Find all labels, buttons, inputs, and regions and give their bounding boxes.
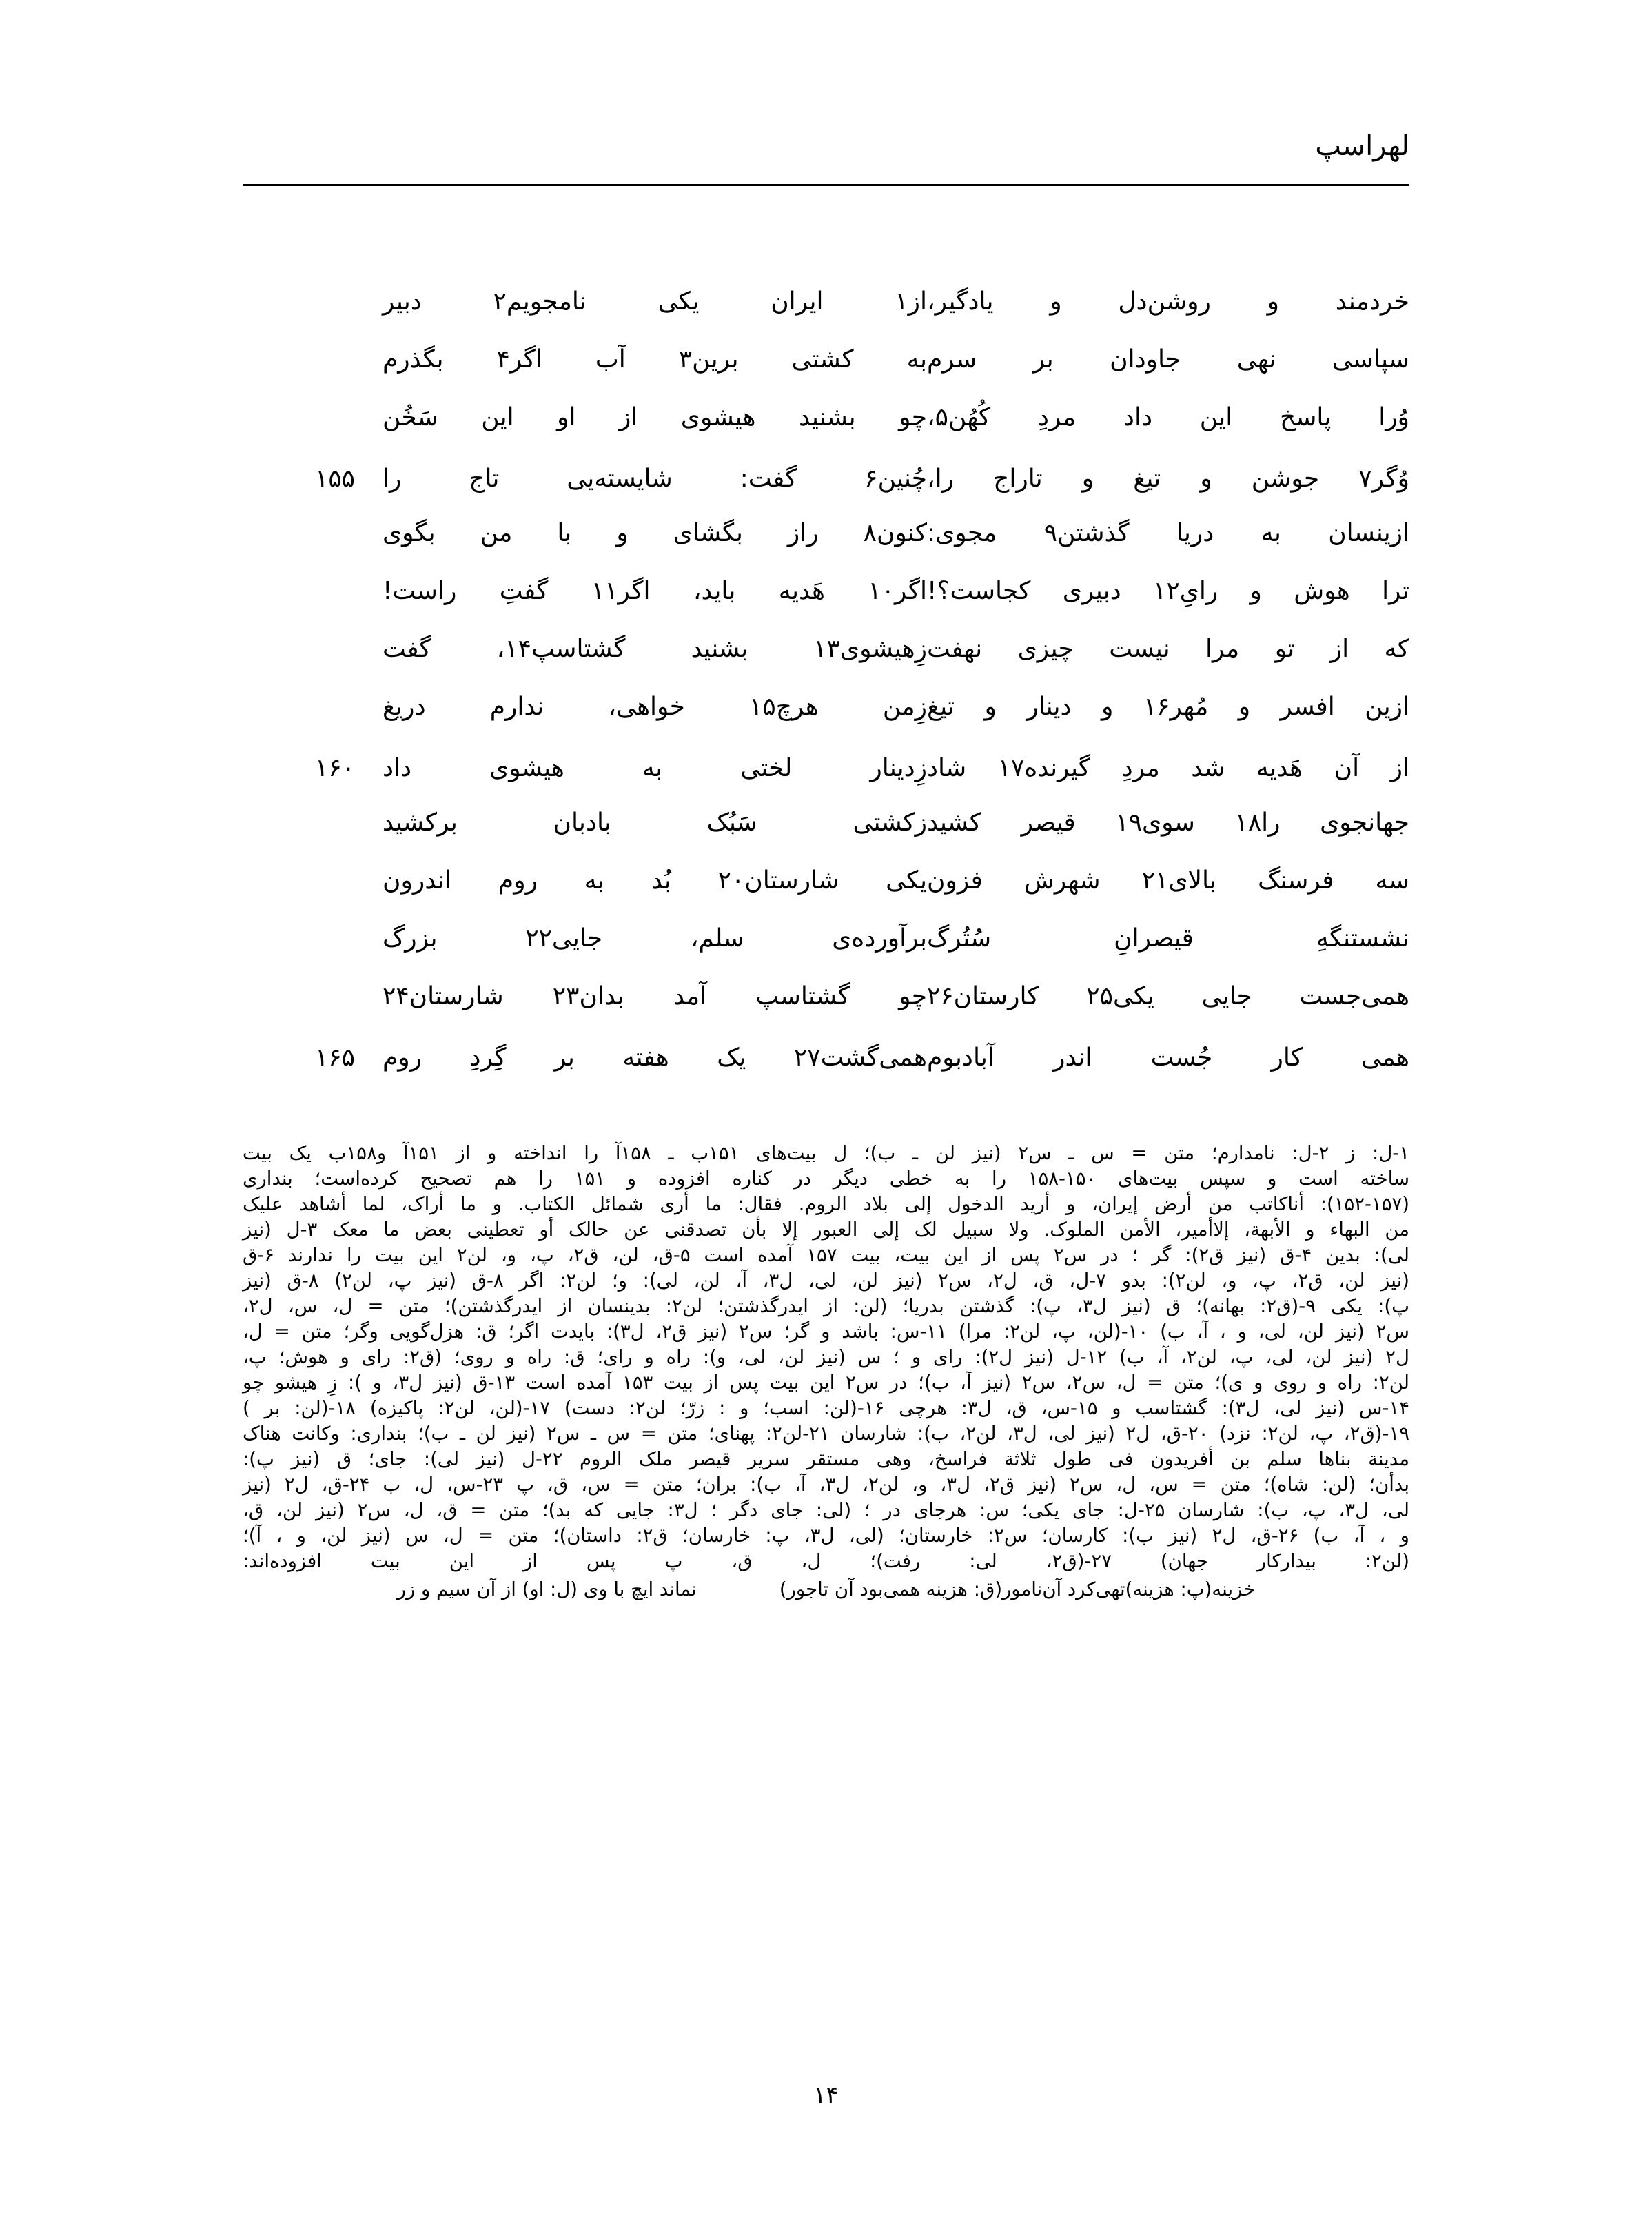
footnote-line: لن۲: راه و روی و ی)؛ متن = ل، س۲، س۲ (نیز آ، ب)؛ در س۲ این بیت پس از بیت ۱۵۳ آمده است ۱۳-ق (نیز ل۳، و ): زِ هیشو چو: [243, 1371, 1410, 1394]
verse-line: [243, 808, 1409, 868]
hemistich-a: یکی شارستان۲۰ بُد به روم اندرون: [383, 866, 927, 895]
hemistich-a: چُنین۶ گفت: شایسته‌یی تاج را: [383, 465, 927, 493]
footnote-line: س۲ (نیز لن، لی، و ، آ، ب) ۱۰-(لن، پ، لن۲: مرا) ۱۱-س: باشد و گر؛ س۲ (نیز ق۲، ل۳): بایدت اگر؛ ق: هزل‌گویی وگر؛ متن = ل،: [243, 1320, 1409, 1343]
footnote-apparatus: [243, 1141, 1409, 1602]
poetry-block: [243, 289, 1409, 1100]
verse-number: ۱۶۵: [314, 1044, 355, 1072]
verse-number: ۱۶۰: [314, 754, 355, 782]
hemistich-b: همی‌جست جایی یکی۲۵ کارستان۲۶: [927, 982, 1409, 1010]
verse-number: [292, 1003, 355, 1004]
verse-number: [292, 308, 355, 309]
verse-line: [243, 289, 1409, 347]
verse-line: [243, 753, 1409, 811]
verse-line: [243, 984, 1409, 1042]
hemistich-a: زِدینار لختی به هیشوی داد: [383, 754, 927, 782]
hemistich-a: چو بشنید هیشوی از او این سَخُن: [383, 403, 927, 431]
hemistich-b: ترا هوش و رایِ۱۲ دبیری کجاست؟!: [927, 577, 1409, 605]
verse-number: [292, 540, 355, 541]
verse-line: [243, 463, 1409, 521]
verse-number: [292, 366, 355, 367]
hemistich-a: کنون۸ راز بگشای و با من بگوی: [383, 519, 927, 547]
hemistich-b: ازین افسر و مُهر۱۶ و دینار و تیغ: [927, 693, 1409, 721]
running-head: [243, 131, 1409, 193]
verse-line: [243, 347, 1409, 405]
hemistich-b: خردمند و روشن‌دل و یادگیر،: [927, 287, 1409, 316]
footnote-line: و ، آ، ب) ۲۶-ق، ل۲ (نیز ب): کارسان؛ س۲: خارستان؛ (لی، ل۳، پ: خارسان؛ ق۲: داستان)؛ متن = ل، س (نیز لن، و ، آ)؛: [243, 1524, 1409, 1547]
hemistich-a: زِمن هرچ۱۵ خواهی، ندارم دریغ: [383, 693, 927, 721]
hemistich-b: که از تو مرا نیست چیزی نهفت: [927, 635, 1409, 663]
hemistich-b: نشستنگهِ قیصرانِ سُتُرگ: [927, 924, 1409, 953]
verse-line: [243, 1042, 1409, 1100]
footnote-line: لی، ل۳، پ، ب): شارسان ۲۵-ل: جای یکی؛ س: هرجای در ؛ (لی: جای دگر ؛ ل۳: جایی که بد)؛ متن = ق، ل، س۲ (نیز لن، ق،: [243, 1498, 1409, 1521]
footnote-line: ۱-ل: ز ۲-ل: نامدارم؛ متن = س ـ س۲ (نیز لن ـ ب)؛ ل بیت‌های ۱۵۱ب ـ ۱۵۸آ را انداخته و از ۱۵۱آ و۱۵۸ب یک بیت: [243, 1142, 1410, 1164]
hemistich-b: سپاسی نهی جاودان بر سرم: [927, 345, 1409, 374]
footnote-line: ل۲ (نیز لن، لی، پ، لن۲، آ، ب) ۱۲-ل (نیز ل۲): رای و ؛ س (نیز لن، لی، و): راه و رای؛ ق: راه و روی؛ (ق۲: رای و هوش؛ پ،: [243, 1345, 1409, 1368]
verse-line: [243, 637, 1409, 695]
footnote-line: لی): بدین ۴-ق (نیز ق۲): گر ؛ در س۲ پس از این بیت، بیت ۱۵۷ آمده است ۵-ق، لن، ق۲، پ، و، لن۲ این بیت را ندارند ۶-ق: [243, 1243, 1409, 1266]
hemistich-b: وُگر۷ جوشن و تیغ و تاراج را،: [927, 465, 1409, 493]
hemistich-a: اگر۱۰ هَدیه باید، اگر۱۱ گفتِ راست!: [383, 577, 927, 605]
verse-number: ۱۵۵: [314, 465, 355, 493]
footnote-line: ۱۴-س (نیز لی، ل۳): گشتاسب و ۱۵-س، ق، ل۳: هرچی ۱۶-(لن: اسب؛ و : زرّ؛ لن۲: دست) ۱۷-(لن، لن۲: پاکیزه) ۱۸-(لن: بر ): [243, 1396, 1409, 1419]
footnote-line: ۱۹-(ق۲، پ، لن۲: نزد) ۲۰-ق، ل۲ (نیز لی، ل۳، لن۲، ب): شارسان ۲۱-لن۲: پهنای؛ متن = س ـ س۲ (نیز لن ـ ب)؛ بنداری: وکانت هناک: [243, 1422, 1409, 1445]
hemistich-a: زِهیشوی۱۳ بشنید گشتاسپ۱۴، گفت: [383, 635, 928, 663]
hemistich-a: به کشتی برین۳ آب اگر۴ بگذرم: [383, 345, 927, 374]
verse-number: [292, 655, 355, 657]
hemistich-b: از آن هَدیه شد مردِ گیرنده۱۷ شاد: [927, 754, 1410, 782]
footnote-line: پ): یکی ۹-(ق۲: بهانه)؛ ق (نیز ل۳، پ): گذشتن بدریا؛ (لن: از ایدرگذشتن؛ لن۲: بدینسان از ایدرگذشتن)؛ متن = ل، س، ل۲،: [243, 1294, 1409, 1317]
hemistich-a: از۱ ایران یکی نامجویم۲ دبیر: [383, 287, 927, 316]
added-verse-hemistich-b: خزینه(پ: هزینه)تهی‌کرد آن‌نامور(ق: هزینه همی‌بود آن تاجور): [779, 1578, 1256, 1600]
added-verse: [243, 1577, 1409, 1602]
footnote-line: من البهاء و الأبهة، إلاأمیر، الأمن الملوک. ولا سبیل لک إلی العبور إلا بأن تصدقنی عن حالک أو تعطینی بعض ما معک ۳-ل (نیز: [243, 1218, 1410, 1241]
verse-line: [243, 521, 1409, 579]
hemistich-b: ازینسان به دریا گذشتن۹ مجوی:: [927, 519, 1410, 547]
footnote-line: ساخته است و سپس بیت‌های ۱۵۰-۱۵۸ را به خطی دیگر در کناره افزوده و ۱۵۱ را هم تصحیح کرده‌است؛ بنداری: [243, 1167, 1409, 1190]
verse-line: [243, 405, 1409, 463]
verse-number: [292, 598, 355, 599]
hemistich-b: وُرا پاسخ این داد مردِ کُهُن۵،: [927, 403, 1409, 431]
verse-number: [292, 887, 355, 888]
verse-number: [292, 945, 355, 946]
verse-number: [292, 829, 355, 831]
header-rule: [243, 184, 1409, 186]
verse-number: [292, 424, 355, 425]
hemistich-b: سه فرسنگ بالای۲۱ شهرش فزون: [927, 866, 1409, 895]
footnote-line: (لن۲: بیدارکار جهان) ۲۷-(ق۲، لی: رفت)؛ ل، ق، پ پس از این بیت افزوده‌اند:: [243, 1549, 1409, 1572]
footnote-line: (نیز لن، ق۲، پ، و، لن۲): بدو ۷-ل، ق، ل۲، س۲ (نیز لن، لی، ل۳، آ، لن، لی): و؛ لن۲: اگر ۸-ق (نیز پ، لن۲) ۸-ق (نیز: [243, 1269, 1409, 1292]
verse-line: [243, 926, 1409, 984]
verse-line: [243, 868, 1409, 926]
hemistich-a: برآورده‌ی سلم، جایی۲۲ بزرگ: [383, 924, 927, 953]
verse-line: [243, 579, 1409, 637]
added-verse-hemistich-a: نماند ایچ با وی (ل: او) از آن سیم و زر: [396, 1578, 697, 1600]
hemistich-b: جهانجوی را۱۸ سوی۱۹ قیصر کشید: [927, 808, 1409, 837]
verse-number: [292, 713, 355, 715]
hemistich-a: زکشتی سَبُک بادبان برکشید: [383, 808, 927, 837]
hemistich-b: همی کار جُست اندر آبادبوم: [927, 1044, 1409, 1072]
footnote-line: مدینة بناها سلم بن أفریدون فی طول ثلاثة فراسخ، وهی مستقر سریر قیصر ملک الروم ۲۲-ل (نیز لی): جای؛ ق (نیز پ):: [243, 1447, 1409, 1470]
page-number: ۱۴: [813, 2082, 839, 2109]
verse-line: [243, 695, 1409, 753]
hemistich-a: چو گشتاسپ آمد بدان۲۳ شارستان۲۴: [383, 982, 927, 1010]
footnote-line: (۱۵۲-۱۵۷): أناکاتب من أرض إیران، و أرید الدخول إلی بلاد الروم. فقال: ما أری شمائل الکتاب. و ما أراک، لما أشاهد علیک: [243, 1192, 1409, 1215]
hemistich-a: همی‌گشت۲۷ یک هفته بر گِردِ روم: [383, 1044, 927, 1072]
footnote-line: بدأن؛ (لن: شاه)؛ متن = س، ل، س۲ (نیز ق۲، ل۳، و، لن۲، ل۳، آ، ب): بران؛ متن = س، ق، پ ۲۳-س، ل، ب ۲۴-ق، ل۲ (نیز: [243, 1473, 1409, 1496]
running-head-title: لهراسپ: [1315, 130, 1409, 162]
